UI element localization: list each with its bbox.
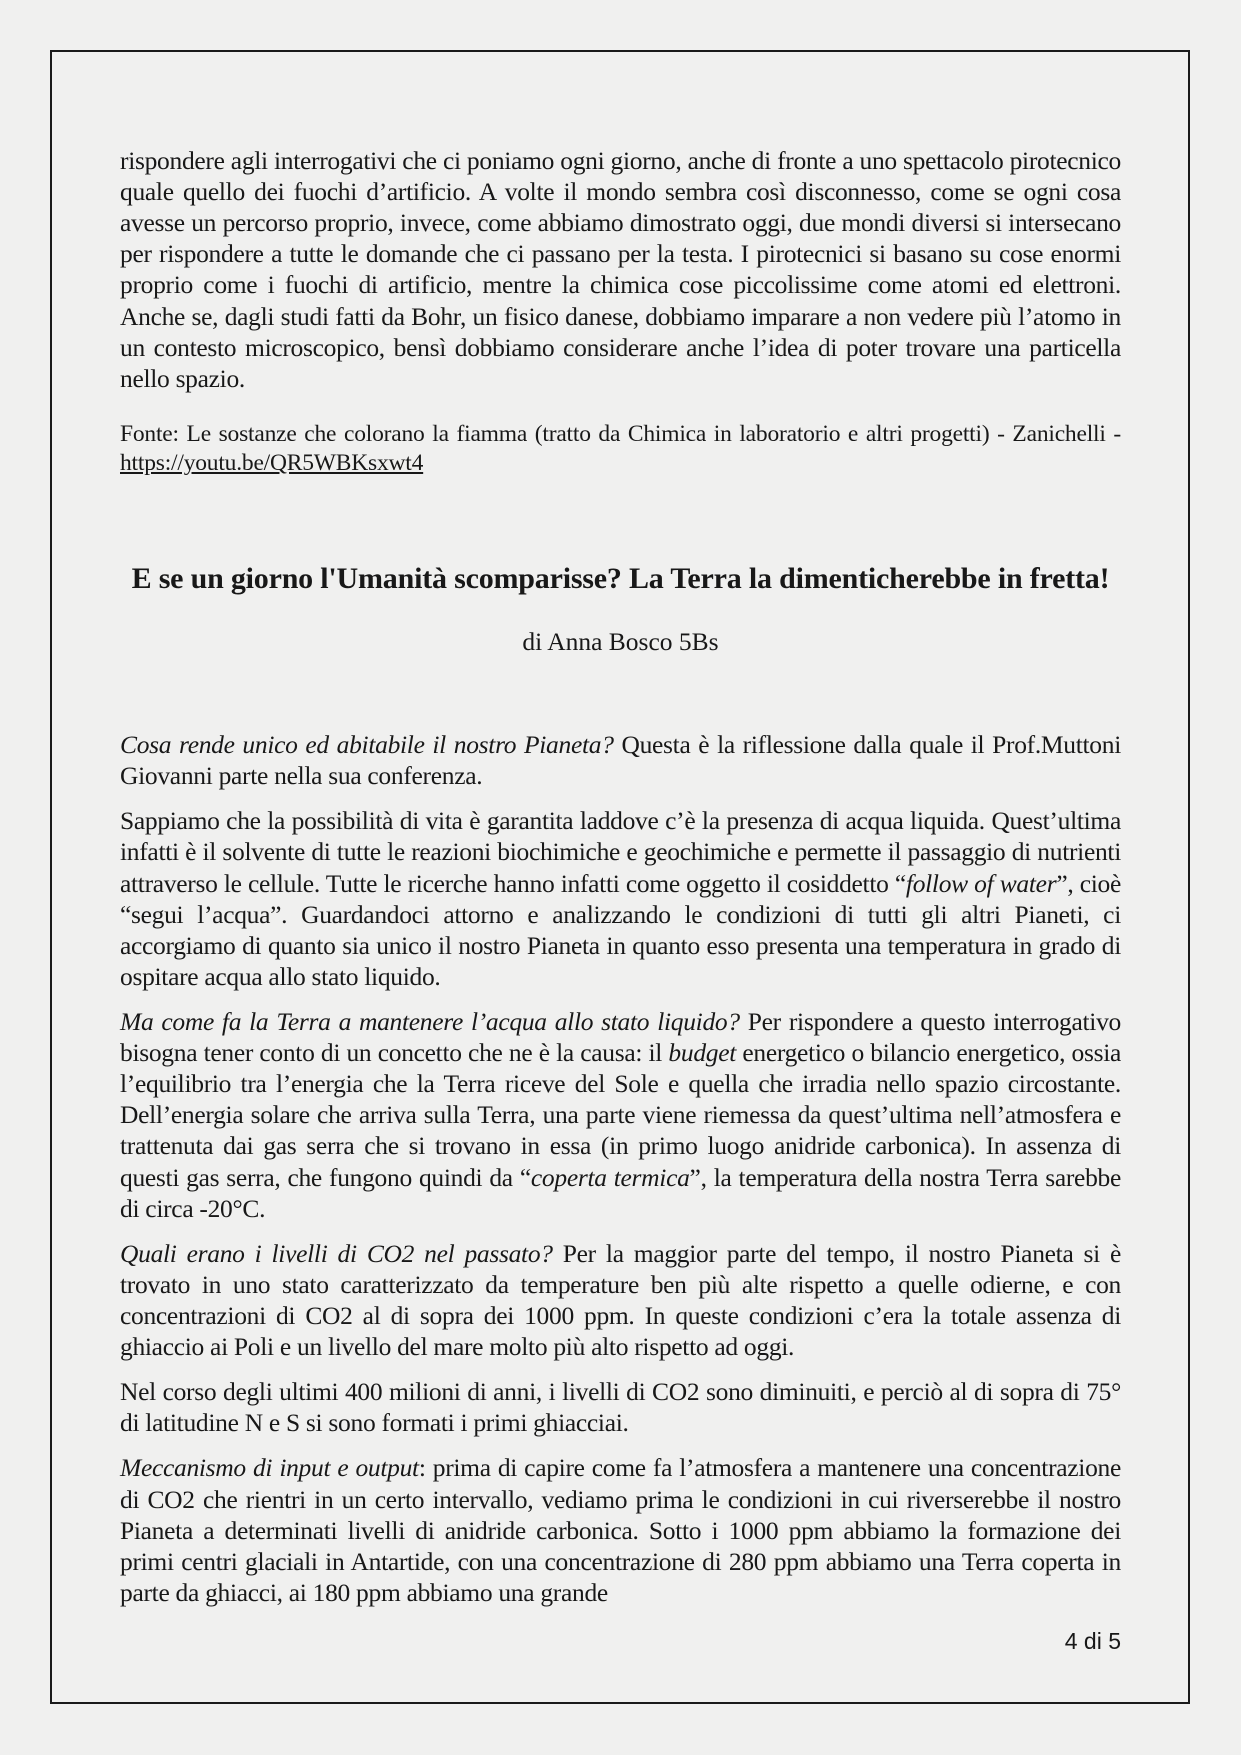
- text-run: Sappiamo che la possibilità di vita è garantita laddove c’è la presenza di acqua liquida. Quest’ultima infatti è il solvente di tutte le reazioni biochimiche e geochimiche e permette il passaggio di nutrienti attraverso le cellule. Tutte le ricerche hanno infatti come oggetto il cosiddetto “: [120, 806, 1121, 898]
- paragraph: [120, 1376, 1121, 1438]
- text-run: Questa è la riflessione dalla quale il Prof.Muttoni Giovanni parte nella sua conferenza.: [120, 730, 1121, 791]
- text-run: Per la maggior parte del tempo, il nostro Pianeta si è trovato in uno stato caratterizzato da temperature ben più alte rispetto a quelle odierne, e con concentrazioni di CO2 al di sopra dei 1000 ppm. In queste condizioni c’era la totale assenza di ghiaccio ai Poli e un livello del mare molto più alto rispetto ad oggi.: [120, 1238, 1122, 1362]
- text-run: Ma come fa la Terra a mantenere l’acqua allo stato liquido?: [120, 1006, 740, 1036]
- article-title: [120, 561, 1121, 597]
- source-note: [120, 420, 1121, 479]
- text-run: E se un giorno l'Umanità scomparisse? La Terra la dimenticherebbe in fretta!: [131, 562, 1110, 596]
- text-run: Nel corso degli ultimi 400 milioni di anni, i livelli di CO2 sono diminuiti, e perciò al di sopra di 75° di latitudine N e S si sono formati i primi ghiacciai.: [120, 1377, 1121, 1438]
- paragraph-intro: [120, 145, 1121, 394]
- document-body: [120, 145, 1121, 1608]
- text-run: ”, cioè “segui l’acqua”. Guardandoci attorno e analizzando le condizioni di tutti gli altri Pianeti, ci accorgiamo di quanto sia unico il nostro Pianeta in quanto esso presenta una temperatura in grado di ospitare acqua allo stato liquido.: [120, 868, 1122, 991]
- text-run: coperta termica: [530, 1162, 690, 1192]
- text-run: rispondere agli interrogativi che ci poniamo ogni giorno, anche di fronte a uno spettacolo pirotecnico quale quello dei fuochi d’artificio. A volte il mondo sembra così disconnesso, come se ogni cosa avesse un percorso proprio, invece, come abbiamo dimostrato oggi, due mondi diversi si intersecano per rispondere a tutte le domande che ci passano per la testa. I pirotecnici si basano su cose enormi proprio come i fuochi di artificio, mentre la chimica cose piccolissime come atomi ed elettroni. Anche se, dagli studi fatti da Bohr, un fisico danese, dobbiamo imparare a non vedere più l’atomo in un contesto microscopico, bensì dobbiamo considerare anche l’idea di poter trovare una particella nello spazio.: [120, 146, 1121, 393]
- text-run: ”, la temperatura della nostra Terra sarebbe di circa -20°C.: [120, 1162, 1121, 1223]
- paragraph: [120, 805, 1121, 992]
- byline: [120, 627, 1121, 657]
- text-run: Per rispondere a questo interrogativo bisogna tener conto di un concetto che ne è la causa: il: [120, 1006, 1121, 1068]
- paragraph: [120, 1238, 1121, 1362]
- text-run: Cosa rende unico ed abitabile il nostro Pianeta?: [120, 730, 614, 760]
- text-run: Meccanismo di input e output: [120, 1453, 419, 1483]
- text-run: Fonte: Le sostanze che colorano la fiamma (tratto da Chimica in laboratorio e altri progetti) - Zanichelli -: [120, 420, 1121, 447]
- text-run: di Anna Bosco 5Bs: [522, 627, 719, 657]
- text-run: Quali erano i livelli di CO2 nel passato?: [120, 1238, 553, 1268]
- text-run: budget: [668, 1038, 737, 1068]
- source-link[interactable]: https://youtu.be/QR5WBKsxwt4: [120, 450, 424, 477]
- paragraph: [120, 1452, 1121, 1608]
- text-run: : prima di capire come fa l’atmosfera a mantenere una concentrazione di CO2 che rientri in un certo intervallo, vediamo prima le condizioni in cui riverserebbe il nostro Pianeta a determinati livelli di anidride carbonica. Sotto i 1000 ppm abbiamo la formazione dei primi centri glaciali in Antartide, con una concentrazione di 280 ppm abbiamo una Terra coperta in parte da ghiacci, ai 180 ppm abbiamo una grande: [120, 1453, 1122, 1607]
- page-number: 4 di 5: [1064, 1628, 1121, 1654]
- text-run: follow of water: [905, 868, 1057, 898]
- paragraph: [120, 1006, 1121, 1224]
- text-run: energetico o bilancio energetico, ossia l’equilibrio tra l’energia che la Terra riceve del Sole e quella che irradia nello spazio circostante. Dell’energia solare che arriva sulla Terra, una parte viene riemessa da quest’ultima nell’atmosfera e trattenuta dai gas serra che si trovano in essa (in primo luogo anidride carbonica). In assenza di questi gas serra, che fungono quindi da “: [120, 1038, 1121, 1192]
- paragraph-lead: [120, 729, 1121, 791]
